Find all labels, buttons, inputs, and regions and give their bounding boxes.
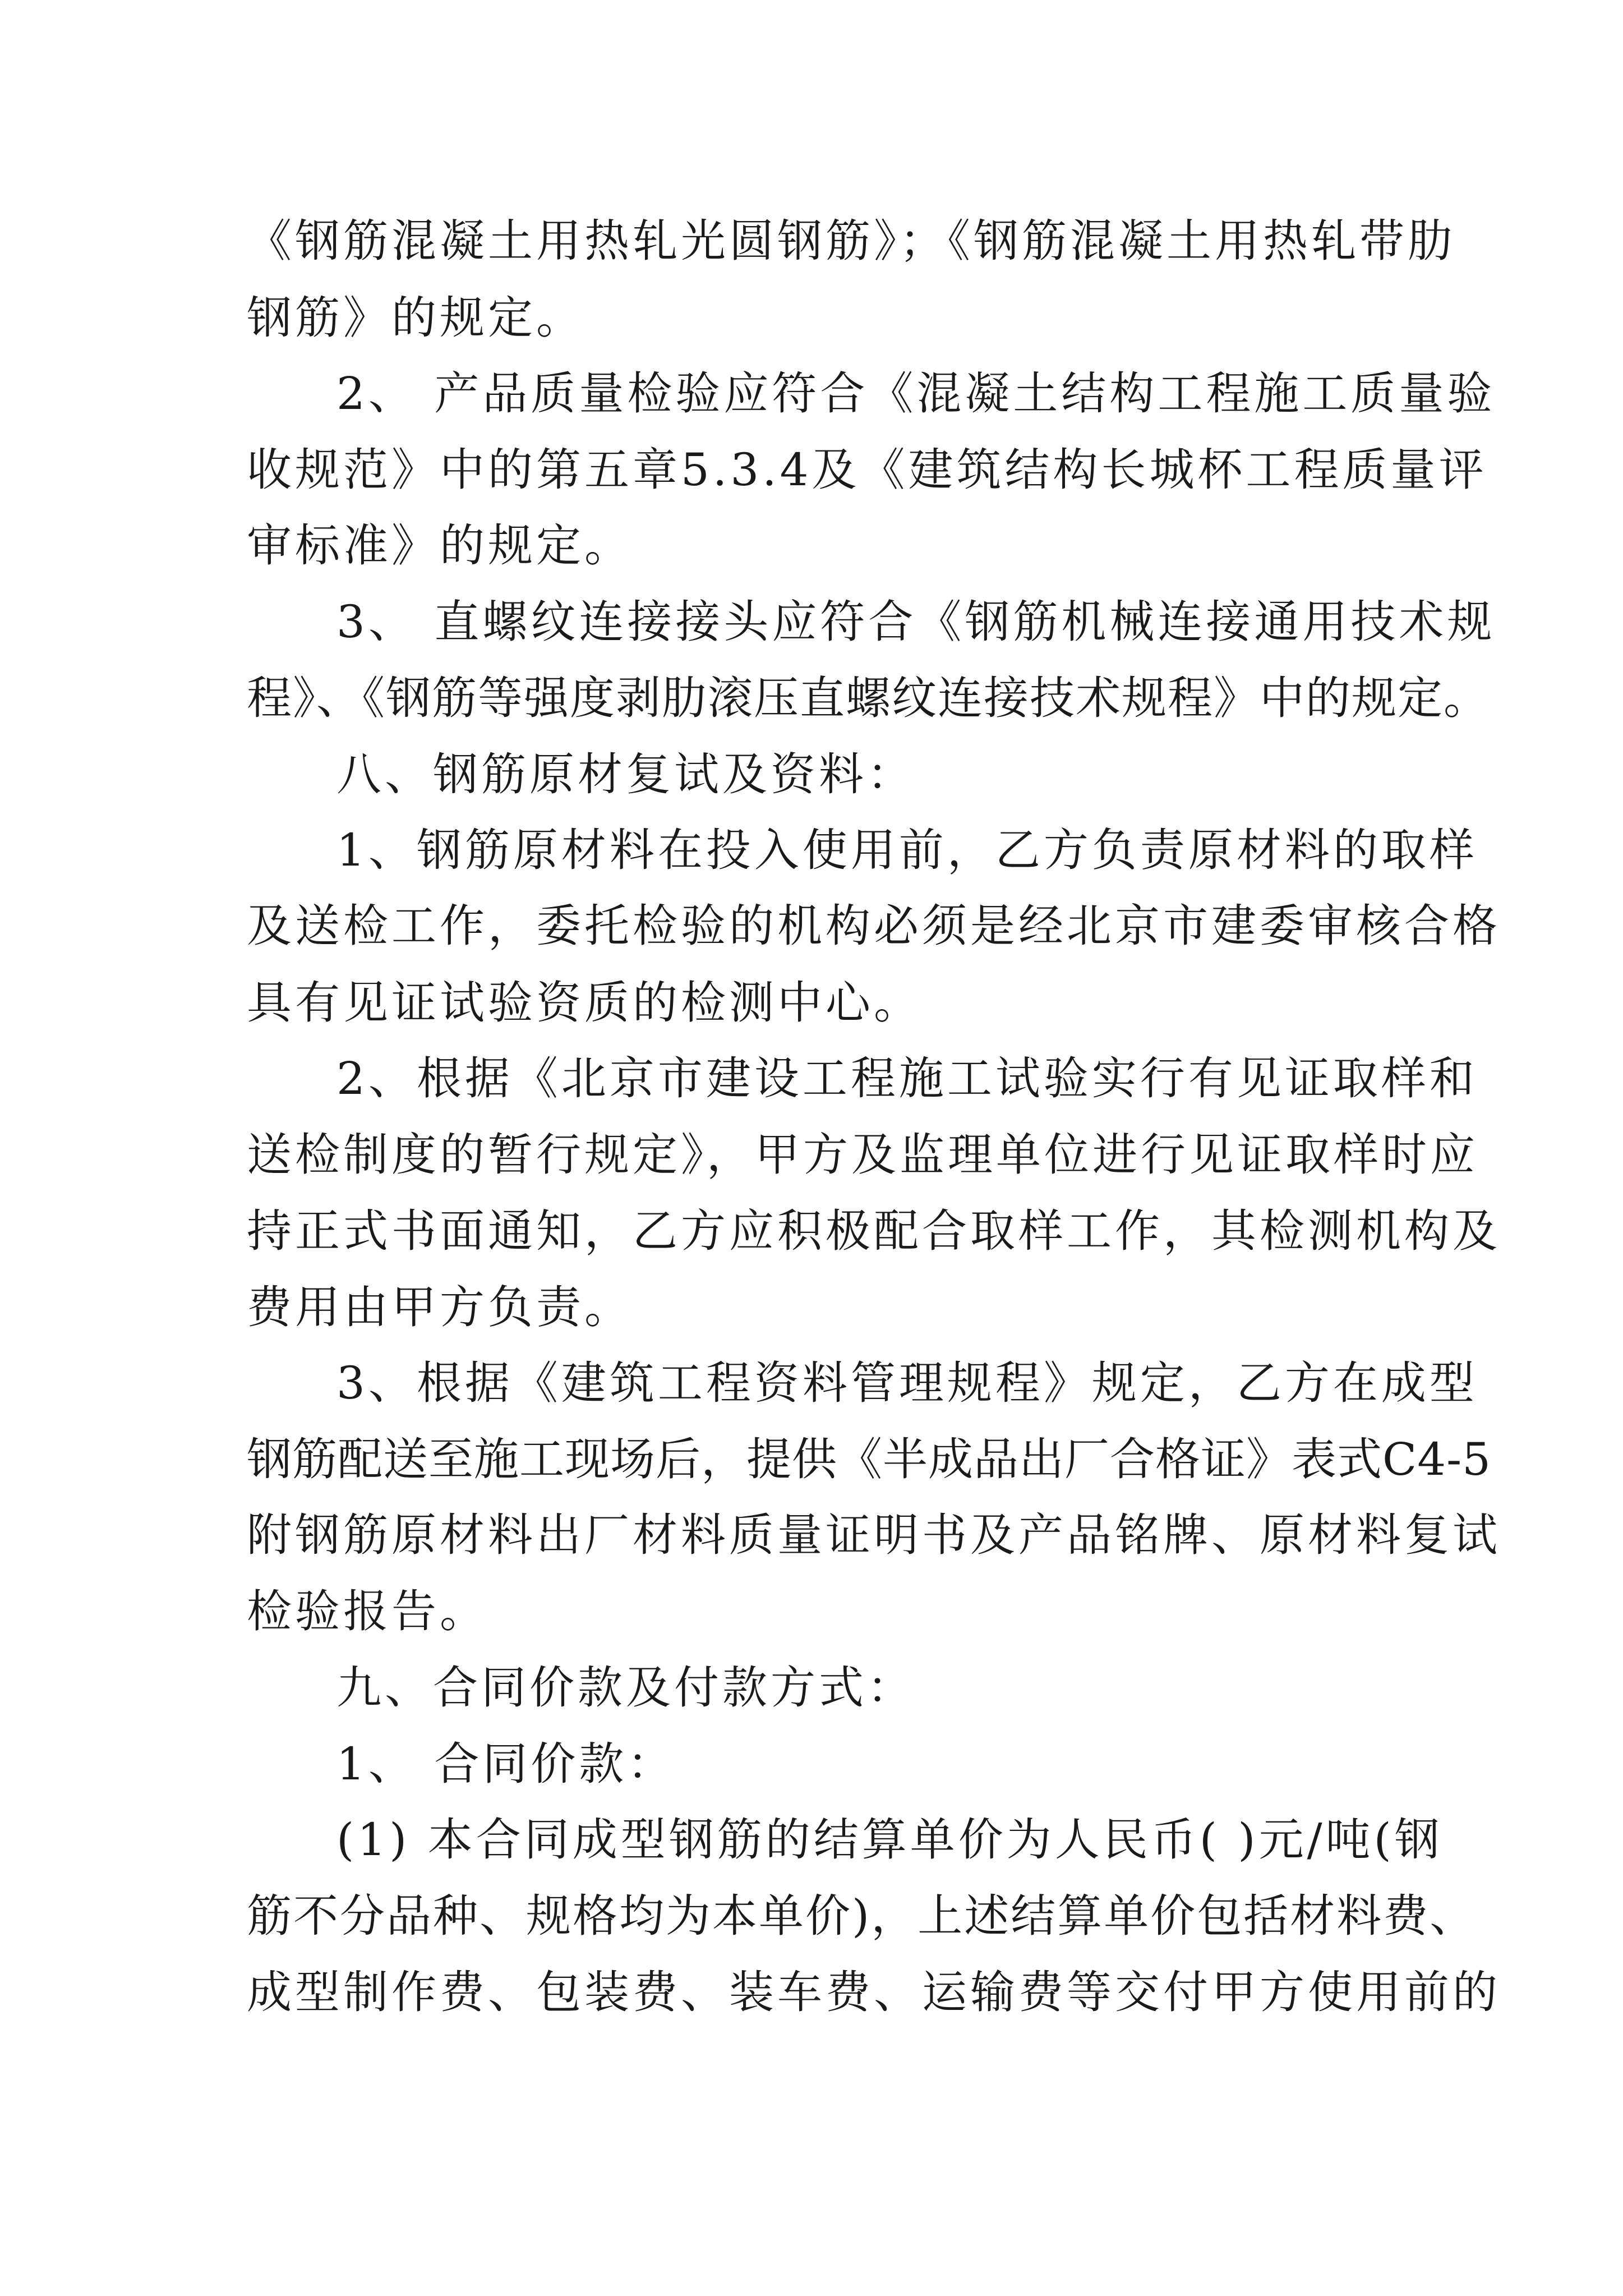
text-line: (1) 本合同成型钢筋的结算单价为人民币( )元/吨(钢 [336, 1814, 1443, 1866]
text-line: 《钢筋混凝土用热轧光圆钢筋》；《钢筋混凝土用热轧带肋 [247, 215, 1456, 267]
text-line: 检验报告。 [247, 1585, 488, 1637]
text-line: 筋不分品种、规格均为本单价)，上述结算单价包括材料费、 [247, 1890, 1477, 1942]
text-line: 附钢筋原材料出厂材料质量证明书及产品铭牌、原材料复试 [247, 1509, 1501, 1561]
text-line: 送检制度的暂行规定》，甲方及监理单位进行见证取样时应 [247, 1129, 1478, 1181]
text-line: 收规范》中的第五章5.3.4及《建筑结构长城杯工程质量评 [247, 444, 1487, 496]
section-heading: 九、合同价款及付款方式： [336, 1662, 915, 1714]
text-line: 钢筋配送至施工现场后，提供《半成品出厂合格证》表式C4-5 [247, 1433, 1492, 1485]
text-line: 及送检工作，委托检验的机构必须是经北京市建委审核合格 [247, 900, 1501, 952]
text-line: 持正式书面通知，乙方应积极配合取样工作，其检测机构及 [247, 1205, 1501, 1257]
text-line: 成型制作费、包装费、装车费、运输费等交付甲方使用前的 [247, 1966, 1501, 2018]
text-line: 具有见证试验资质的检测中心。 [247, 977, 922, 1029]
text-line: 3、 直螺纹连接接头应符合《钢筋机械连接通用技术规 [336, 596, 1496, 648]
text-line: 2、 产品质量检验应符合《混凝土结构工程施工质量验 [336, 367, 1496, 420]
text-line: 3、根据《建筑工程资料管理规程》规定，乙方在成型 [336, 1357, 1478, 1409]
text-line: 审标准》的规定。 [247, 519, 633, 572]
text-line: 程》、《钢筋等强度剥肋滚压直螺纹连接技术规程》中的规定。 [247, 672, 1490, 724]
section-heading: 八、钢筋原材复试及资料： [336, 748, 915, 800]
text-line: 费用由甲方负责。 [247, 1281, 633, 1333]
text-line: 1、钢筋原材料在投入使用前，乙方负责原材料的取样 [336, 824, 1478, 876]
text-line: 2、根据《北京市建设工程施工试验实行有见证取样和 [336, 1052, 1478, 1105]
text-line: 钢筋》的规定。 [247, 292, 584, 344]
text-line: 1、 合同价款： [336, 1738, 676, 1790]
